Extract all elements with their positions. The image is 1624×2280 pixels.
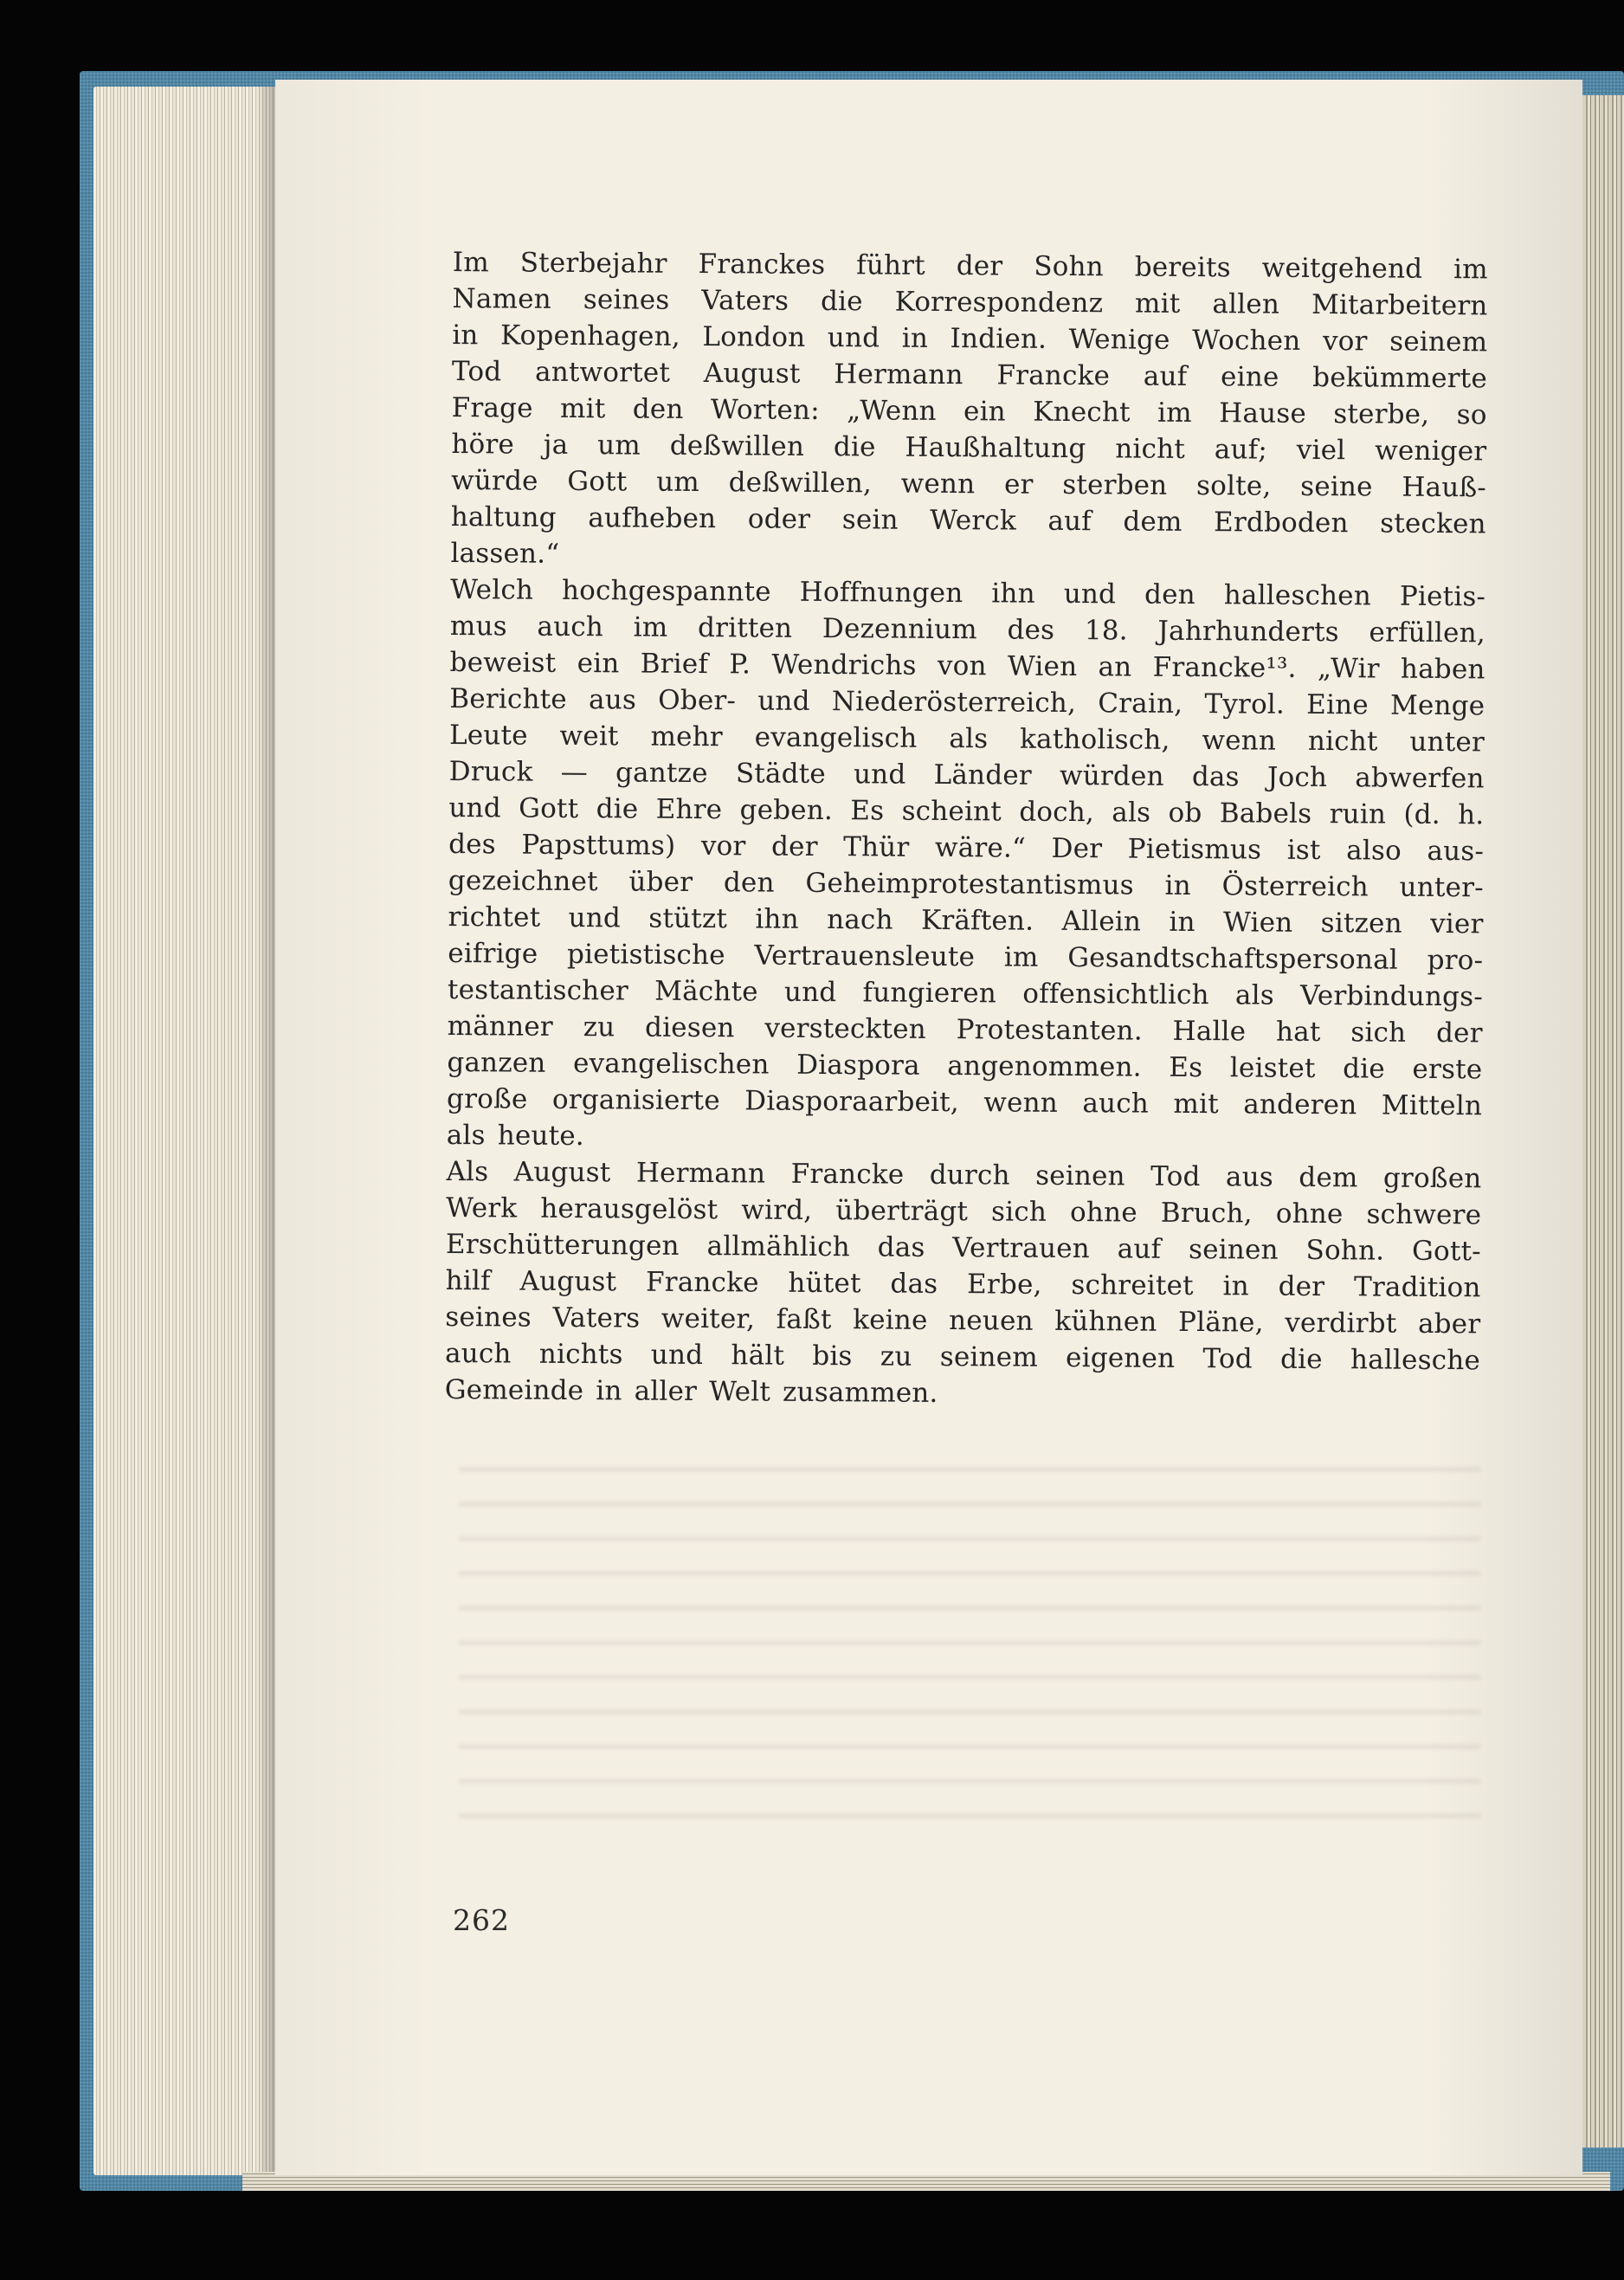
page-number: 262 — [453, 1903, 510, 1937]
text-line: Erschütterungen allmählich das Vertrauen auf seinen Sohn. Gott- — [445, 1228, 1482, 1268]
text-line: würde Gott um deßwillen, wenn er sterben solte, seine Hauß- — [450, 464, 1487, 504]
text-line: höre ja um deßwillen die Haußhaltung nicht auf; viel weniger — [451, 428, 1487, 468]
text-line: hilf August Francke hütet das Erbe, schreitet in der Tradition — [445, 1264, 1481, 1304]
text-line: Tod antwortet August Hermann Francke auf eine bekümmerte — [451, 355, 1488, 395]
page-edges-right — [1582, 95, 1624, 2148]
text-line: haltung aufheben oder sein Werck auf dem Erdboden stecken — [450, 501, 1486, 540]
text-line: testantischer Mächte und fungieren offensichtlich als Verbindungs- — [447, 973, 1484, 1013]
text-line: in Kopenhagen, London und in Indien. Wenige Wochen vor seinem — [452, 319, 1488, 358]
text-line: Namen seines Vaters die Korrespondenz mit allen Mitarbeitern — [452, 282, 1488, 322]
text-line: Gemeinde in aller Welt zusammen. — [444, 1373, 938, 1409]
text-line: Berichte aus Ober- und Niederösterreich, Crain, Tyrol. Eine Menge — [449, 682, 1485, 722]
text-line: als heute. — [446, 1119, 585, 1153]
page-edges-left — [93, 87, 275, 2175]
text-line: Druck — gantze Städte und Länder würden das Joch abwerfen — [448, 755, 1485, 795]
text-line: Als August Hermann Francke durch seinen Tod aus dem großen — [446, 1155, 1482, 1195]
text-line: lassen.“ — [450, 537, 560, 570]
text-line: des Papsttums) vor der Thür wäre.“ Der Pietismus ist also aus- — [448, 828, 1485, 868]
text-line: beweist ein Brief P. Wendrichs von Wien an Francke¹³. „Wir haben — [449, 646, 1485, 686]
text-line: ganzen evangelischen Diaspora angenommen. Es leistet die erste — [447, 1046, 1483, 1086]
text-line: richtet und stützt ihn nach Kräften. Allein in Wien sitzen vier — [448, 901, 1484, 940]
text-line: gezeichnet über den Geheimprotestantismus in Österreich unter- — [448, 864, 1484, 904]
text-line: Im Sterbejahr Franckes führt der Sohn bereits weitgehend im — [452, 246, 1488, 286]
text-line: Frage mit den Worten: „Wenn ein Knecht im Hause sterbe, so — [451, 391, 1487, 431]
text-line: große organisierte Diasporaarbeit, wenn auch mit anderen Mitteln — [446, 1082, 1483, 1122]
text-line: seines Vaters weiter, faßt keine neuen kühnen Pläne, verdirbt aber — [445, 1301, 1481, 1340]
page-body-text — [445, 244, 1488, 1415]
text-line: Werk herausgelöst wird, überträgt sich ohne Bruch, ohne schwere — [446, 1192, 1482, 1231]
show-through-text — [459, 1455, 1480, 1818]
text-line: mus auch im dritten Dezennium des 18. Jahrhunderts erfüllen, — [449, 610, 1486, 649]
text-line: Leute weit mehr evangelisch als katholisch, wenn nicht unter — [448, 719, 1485, 759]
text-line: männer zu diesen versteckten Protestanten. Halle hat sich der — [447, 1010, 1483, 1050]
text-line: eifrige pietistische Vertrauensleute im Gesandtschaftspersonal pro- — [448, 937, 1484, 977]
text-line: Welch hochgespannte Hoffnungen ihn und den halleschen Pietis- — [450, 573, 1486, 613]
text-line: und Gott die Ehre geben. Es scheint doch, als ob Babels ruin (d. h. — [448, 791, 1485, 831]
text-line: auch nichts und hält bis zu seinem eigenen Tod die hallesche — [444, 1337, 1481, 1377]
